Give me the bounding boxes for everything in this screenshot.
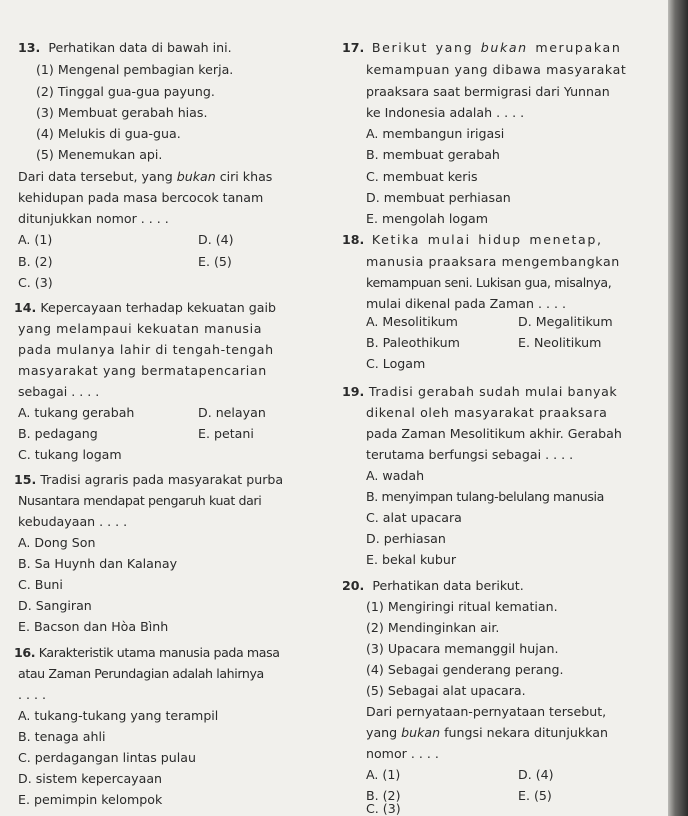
question-number: 13.: [18, 40, 41, 55]
question-body: kemampuan seni. Lukisan gua, misalnya,: [366, 275, 612, 290]
question-body: sebagai . . . .: [18, 384, 100, 399]
option-b[interactable]: B. Sa Huynh dan Kalanay: [18, 556, 178, 571]
question-body: pada mulanya lahir di tengah-tengah: [18, 342, 274, 357]
question-body: yang melampaui kekuatan manusia: [18, 321, 263, 336]
option-d[interactable]: D. membuat perhiasan: [366, 190, 511, 205]
question-number: 16.: [14, 645, 36, 660]
option-d[interactable]: D. Megalitikum: [518, 314, 613, 329]
option-d[interactable]: D. nelayan: [198, 405, 266, 420]
question-body: nomor . . . .: [366, 746, 439, 761]
question-body: kemampuan yang dibawa masyarakat: [366, 62, 627, 77]
question-number: 15.: [14, 472, 37, 487]
list-item: (3) Upacara memanggil hujan.: [366, 641, 559, 656]
option-c[interactable]: C. (3): [18, 275, 53, 290]
list-item: (2) Tinggal gua-gua payung.: [36, 84, 215, 99]
option-a[interactable]: A. tukang gerabah: [18, 405, 135, 420]
question-body: Nusantara mendapat pengaruh kuat dari: [18, 493, 262, 508]
question-stem: Perhatikan data di bawah ini.: [48, 40, 232, 55]
option-c[interactable]: C. perdagangan lintas pulau: [18, 750, 196, 765]
question-body: ditunjukkan nomor . . . .: [18, 211, 169, 226]
question-number: 19.: [342, 384, 365, 399]
option-a[interactable]: A. (1): [366, 767, 401, 782]
option-c[interactable]: C. Logam: [366, 356, 426, 371]
question-body: . . . .: [18, 687, 47, 702]
option-c[interactable]: C. tukang logam: [18, 447, 122, 462]
question-number: 18.: [342, 232, 365, 247]
option-e[interactable]: E. Neolitikum: [518, 335, 602, 350]
option-d[interactable]: D. perhiasan: [366, 531, 446, 546]
list-item: (3) Membuat gerabah hias.: [36, 105, 208, 120]
list-item: (1) Mengiringi ritual kematian.: [366, 599, 558, 614]
q18-line: 18. Ketika mulai hidup menetap,: [342, 232, 603, 247]
question-number: 17.: [342, 40, 365, 55]
list-item: (4) Sebagai genderang perang.: [366, 662, 564, 677]
question-body: Dari data tersebut, yang bukan ciri khas: [18, 169, 273, 184]
option-a[interactable]: A. membangun irigasi: [366, 126, 505, 141]
q14-line: 14. Kepercayaan terhadap kekuatan gaib: [14, 300, 276, 315]
option-a[interactable]: A. wadah: [366, 468, 425, 483]
option-d[interactable]: D. (4): [198, 232, 234, 247]
option-e[interactable]: E. Bacson dan Hòa Bình: [18, 619, 169, 634]
question-body: kebudayaan . . . .: [18, 514, 128, 529]
option-e[interactable]: E. (5): [198, 254, 232, 269]
question-body: pada Zaman Mesolitikum akhir. Gerabah: [366, 426, 622, 441]
option-c[interactable]: C. (3): [366, 801, 401, 816]
option-e[interactable]: E. pemimpin kelompok: [18, 792, 163, 807]
option-b[interactable]: B. tenaga ahli: [18, 729, 106, 744]
list-item: (1) Mengenal pembagian kerja.: [36, 62, 234, 77]
option-b[interactable]: B. (2): [366, 788, 401, 803]
question-body: ke Indonesia adalah . . . .: [366, 105, 525, 120]
option-b[interactable]: B. (2): [18, 254, 53, 269]
option-c[interactable]: C. Buni: [18, 577, 63, 592]
question-body: dikenal oleh masyarakat praaksara: [366, 405, 608, 420]
option-b[interactable]: B. menyimpan tulang-belulang manusia: [366, 489, 604, 504]
list-item: (5) Menemukan api.: [36, 147, 163, 162]
q20-stem: [342, 578, 524, 593]
option-a[interactable]: A. Mesolitikum: [366, 314, 458, 329]
q15-line: 15. Tradisi agraris pada masyarakat purba: [14, 472, 284, 487]
option-e[interactable]: E. (5): [518, 788, 552, 803]
option-a[interactable]: A. tukang-tukang yang terampil: [18, 708, 219, 723]
q16-line: 16. Karakteristik utama manusia pada masa: [14, 645, 280, 660]
option-b[interactable]: B. pedagang: [18, 426, 98, 441]
option-e[interactable]: E. petani: [198, 426, 254, 441]
question-number: 14.: [14, 300, 37, 315]
question-body: mulai dikenal pada Zaman . . . .: [366, 296, 567, 311]
question-stem: Perhatikan data berikut.: [372, 578, 524, 593]
list-item: (4) Melukis di gua-gua.: [36, 126, 181, 141]
question-number: 20.: [342, 578, 365, 593]
question-body: manusia praaksara mengembangkan: [366, 254, 620, 269]
page-edge-shadow: [668, 0, 688, 816]
option-c[interactable]: C. alat upacara: [366, 510, 462, 525]
option-b[interactable]: B. membuat gerabah: [366, 147, 500, 162]
q19-line: 19. Tradisi gerabah sudah mulai banyak: [342, 384, 618, 399]
list-item: (5) Sebagai alat upacara.: [366, 683, 526, 698]
option-e[interactable]: E. bekal kubur: [366, 552, 457, 567]
option-d[interactable]: D. sistem kepercayaan: [18, 771, 163, 786]
option-d[interactable]: D. (4): [518, 767, 554, 782]
list-item: (2) Mendinginkan air.: [366, 620, 500, 635]
question-body: Dari pernyataan-pernyataan tersebut,: [366, 704, 607, 719]
question-body: praaksara saat bermigrasi dari Yunnan: [366, 84, 610, 99]
option-a[interactable]: A. Dong Son: [18, 535, 96, 550]
question-body: kehidupan pada masa bercocok tanam: [18, 190, 264, 205]
option-c[interactable]: C. membuat keris: [366, 169, 478, 184]
question-body: masyarakat yang bermatapencarian: [18, 363, 267, 378]
option-a[interactable]: A. (1): [18, 232, 53, 247]
question-body: terutama berfungsi sebagai . . . .: [366, 447, 574, 462]
question-body: yang bukan fungsi nekara ditunjukkan: [366, 725, 608, 740]
q13-stem: [18, 40, 232, 55]
option-b[interactable]: B. Paleothikum: [366, 335, 460, 350]
option-e[interactable]: E. mengolah logam: [366, 211, 489, 226]
q17-line: 17. Berikut yang bukan merupakan: [342, 40, 622, 55]
option-d[interactable]: D. Sangiran: [18, 598, 92, 613]
question-body: atau Zaman Perundagian adalah lahirnya: [18, 666, 264, 681]
